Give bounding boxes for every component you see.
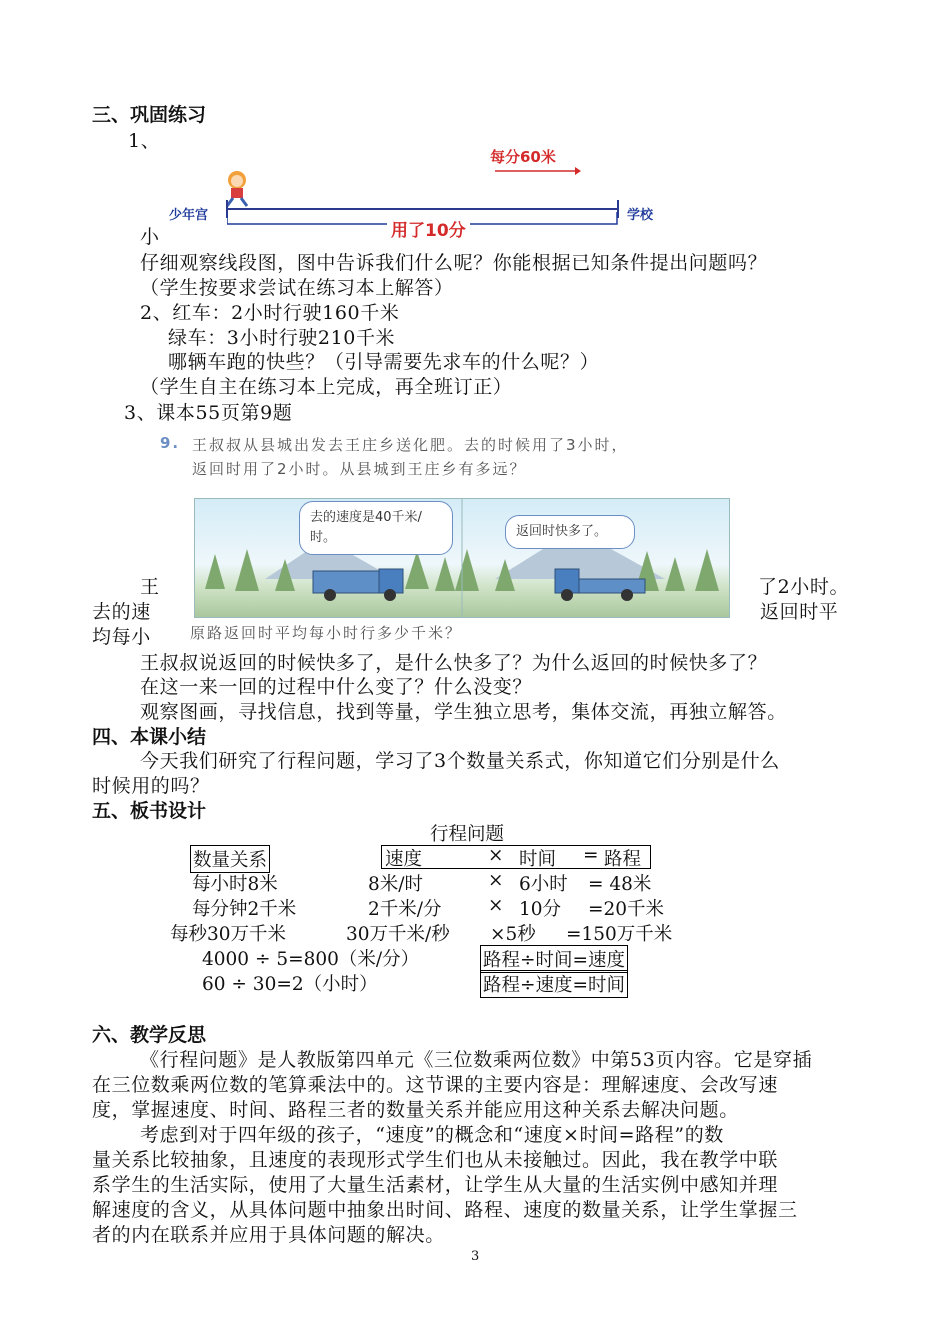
board-row1-d: 6小时 (519, 874, 568, 895)
speed-label: 每分60米 (490, 148, 556, 166)
exercise-2-line-1: 2、红车：2小时行驶160千米 (140, 302, 400, 324)
reflection-p1-l2: 在三位数乘两位数的笔算乘法中的。这节课的主要内容是：理解速度、会改写速 (92, 1074, 779, 1096)
reflection-p2-l5: 者的内在联系并应用于具体问题的解决。 (92, 1224, 445, 1246)
exercise-1-question: 仔细观察线段图，图中告诉我们什么呢？你能根据已知条件提出问题吗？ (140, 252, 768, 274)
occluded-text-d: 返回时平 (760, 601, 839, 623)
problem-bottom-text: 原路返回时平均每小时行多少千米？ (190, 624, 463, 642)
exercise-1-instruction: （学生按要求尝试在练习本上解答） (140, 277, 454, 299)
exercise-2-line-2: 绿车：3小时行驶210千米 (168, 327, 396, 349)
board-formula-2: 路程÷速度=时间 (480, 970, 628, 998)
running-child-icon (219, 168, 259, 208)
board-time-head: 时间 (519, 849, 557, 870)
board-row1-c: × (488, 870, 504, 891)
board-row2-a: 每分钟2千米 (192, 899, 297, 920)
section-5-heading: 五、板书设计 (92, 800, 207, 822)
board-row2-d: 10分 (519, 899, 562, 920)
exercise-3-line-1: 3、课本55页第9题 (124, 402, 293, 424)
board-row3-b: 30万千米/秒 (346, 924, 450, 945)
section-4-heading: 四、本课小结 (92, 726, 207, 748)
problem-number: 9. (160, 434, 181, 452)
board-row1-e: = 48米 (588, 874, 652, 895)
board-row1-a: 每小时8米 (192, 874, 278, 895)
textbook-figure (150, 428, 750, 643)
landscape-icon (195, 499, 729, 617)
speech-bubble-1: 去的速度是40千米/时。 (299, 501, 453, 555)
occluded-text-c: 去的速 (92, 601, 151, 623)
board-row2-c: × (488, 895, 504, 916)
speed-arrow-icon (495, 166, 581, 176)
illustration (194, 498, 730, 618)
board-calc-1: 4000 ÷ 5=800（米/分） (202, 949, 420, 970)
occluded-text-e: 均每小 (92, 626, 151, 648)
board-eq-head: = (583, 845, 599, 866)
page-number: 3 (471, 1249, 480, 1264)
section-6-heading: 六、教学反思 (92, 1024, 207, 1046)
board-dist-head: 路程 (604, 849, 642, 870)
section-3-heading: 三、巩固练习 (92, 104, 207, 126)
occluded-text-a: 王 (140, 576, 160, 598)
exercise-1-number: 1、 (128, 130, 161, 152)
board-row2-e: =20千米 (588, 899, 665, 920)
problem-text-2: 返回时用了2小时。从县城到王庄乡有多远？ (192, 460, 527, 478)
exercise-3-line-3: 在这一来一回的过程中什么变了？什么没变？ (140, 676, 533, 698)
reflection-p1-l1: 《行程问题》是人教版第四单元《三位数乘两位数》中第53页内容。它是穿插 (140, 1049, 813, 1071)
reflection-p2-l2: 量关系比较抽象，且速度的表现形式学生们也从未接触过。因此，我在教学中联 (92, 1149, 779, 1171)
summary-line-1: 今天我们研究了行程问题，学习了3个数量关系式，你知道它们分别是什么 (140, 750, 780, 772)
board-row3-e: =150万千米 (566, 924, 673, 945)
board-title: 行程问题 (430, 824, 505, 845)
board-row2-b: 2千米/分 (368, 899, 442, 920)
board-row3-c: ×5秒 (490, 924, 536, 945)
exercise-3-line-2: 王叔叔说返回的时候快多了，是什么快多了？为什么返回的时候快多了？ (140, 652, 768, 674)
start-label: 少年宫 (169, 208, 209, 223)
exercise-2-line-4: （学生自主在练习本上完成，再全班订正） (140, 376, 513, 398)
board-calc-2: 60 ÷ 30=2（小时） (202, 974, 378, 995)
board-row1-b: 8米/时 (368, 874, 424, 895)
board-speed-head: 速度 (385, 849, 423, 870)
reflection-p2-l1: 考虑到对于四年级的孩子，“速度”的概念和“速度×时间=路程”的数 (140, 1124, 724, 1146)
exercise-2-line-3: 哪辆车跑的快些？（引导需要先求车的什么呢？） (168, 351, 600, 373)
summary-line-2: 时候用的吗？ (92, 775, 210, 797)
reflection-p2-l3: 系学生的生活实际，使用了大量生活素材，让学生从大量的生活实例中感知并理 (92, 1174, 779, 1196)
end-label: 学校 (627, 208, 654, 223)
occluded-text-b: 了2小时。 (758, 576, 850, 598)
exercise-3-line-4: 观察图画，寻找信息，找到等量，学生独立思考，集体交流，再独立解答。 (140, 701, 787, 723)
speech-bubble-2: 返回时快多了。 (505, 515, 635, 549)
problem-text-1: 王叔叔从县城出发去王庄乡送化肥。去的时候用了3小时， (192, 436, 629, 454)
board-formula-1: 路程÷时间=速度 (480, 945, 628, 973)
board-row3-a: 每秒30万千米 (170, 924, 287, 945)
line-segment-figure (165, 140, 685, 245)
occluded-fragment: 小 (140, 226, 160, 248)
time-label: 用了10分 (387, 216, 470, 241)
board-times-head: × (488, 845, 504, 866)
reflection-p2-l4: 解速度的含义，从具体问题中抽象出时间、路程、速度的数量关系，让学生掌握三 (92, 1199, 798, 1221)
reflection-p1-l3: 度，掌握速度、时间、路程三者的数量关系并能应用这种关系去解决问题。 (92, 1099, 739, 1121)
board-col1-head: 数量关系 (190, 845, 270, 873)
